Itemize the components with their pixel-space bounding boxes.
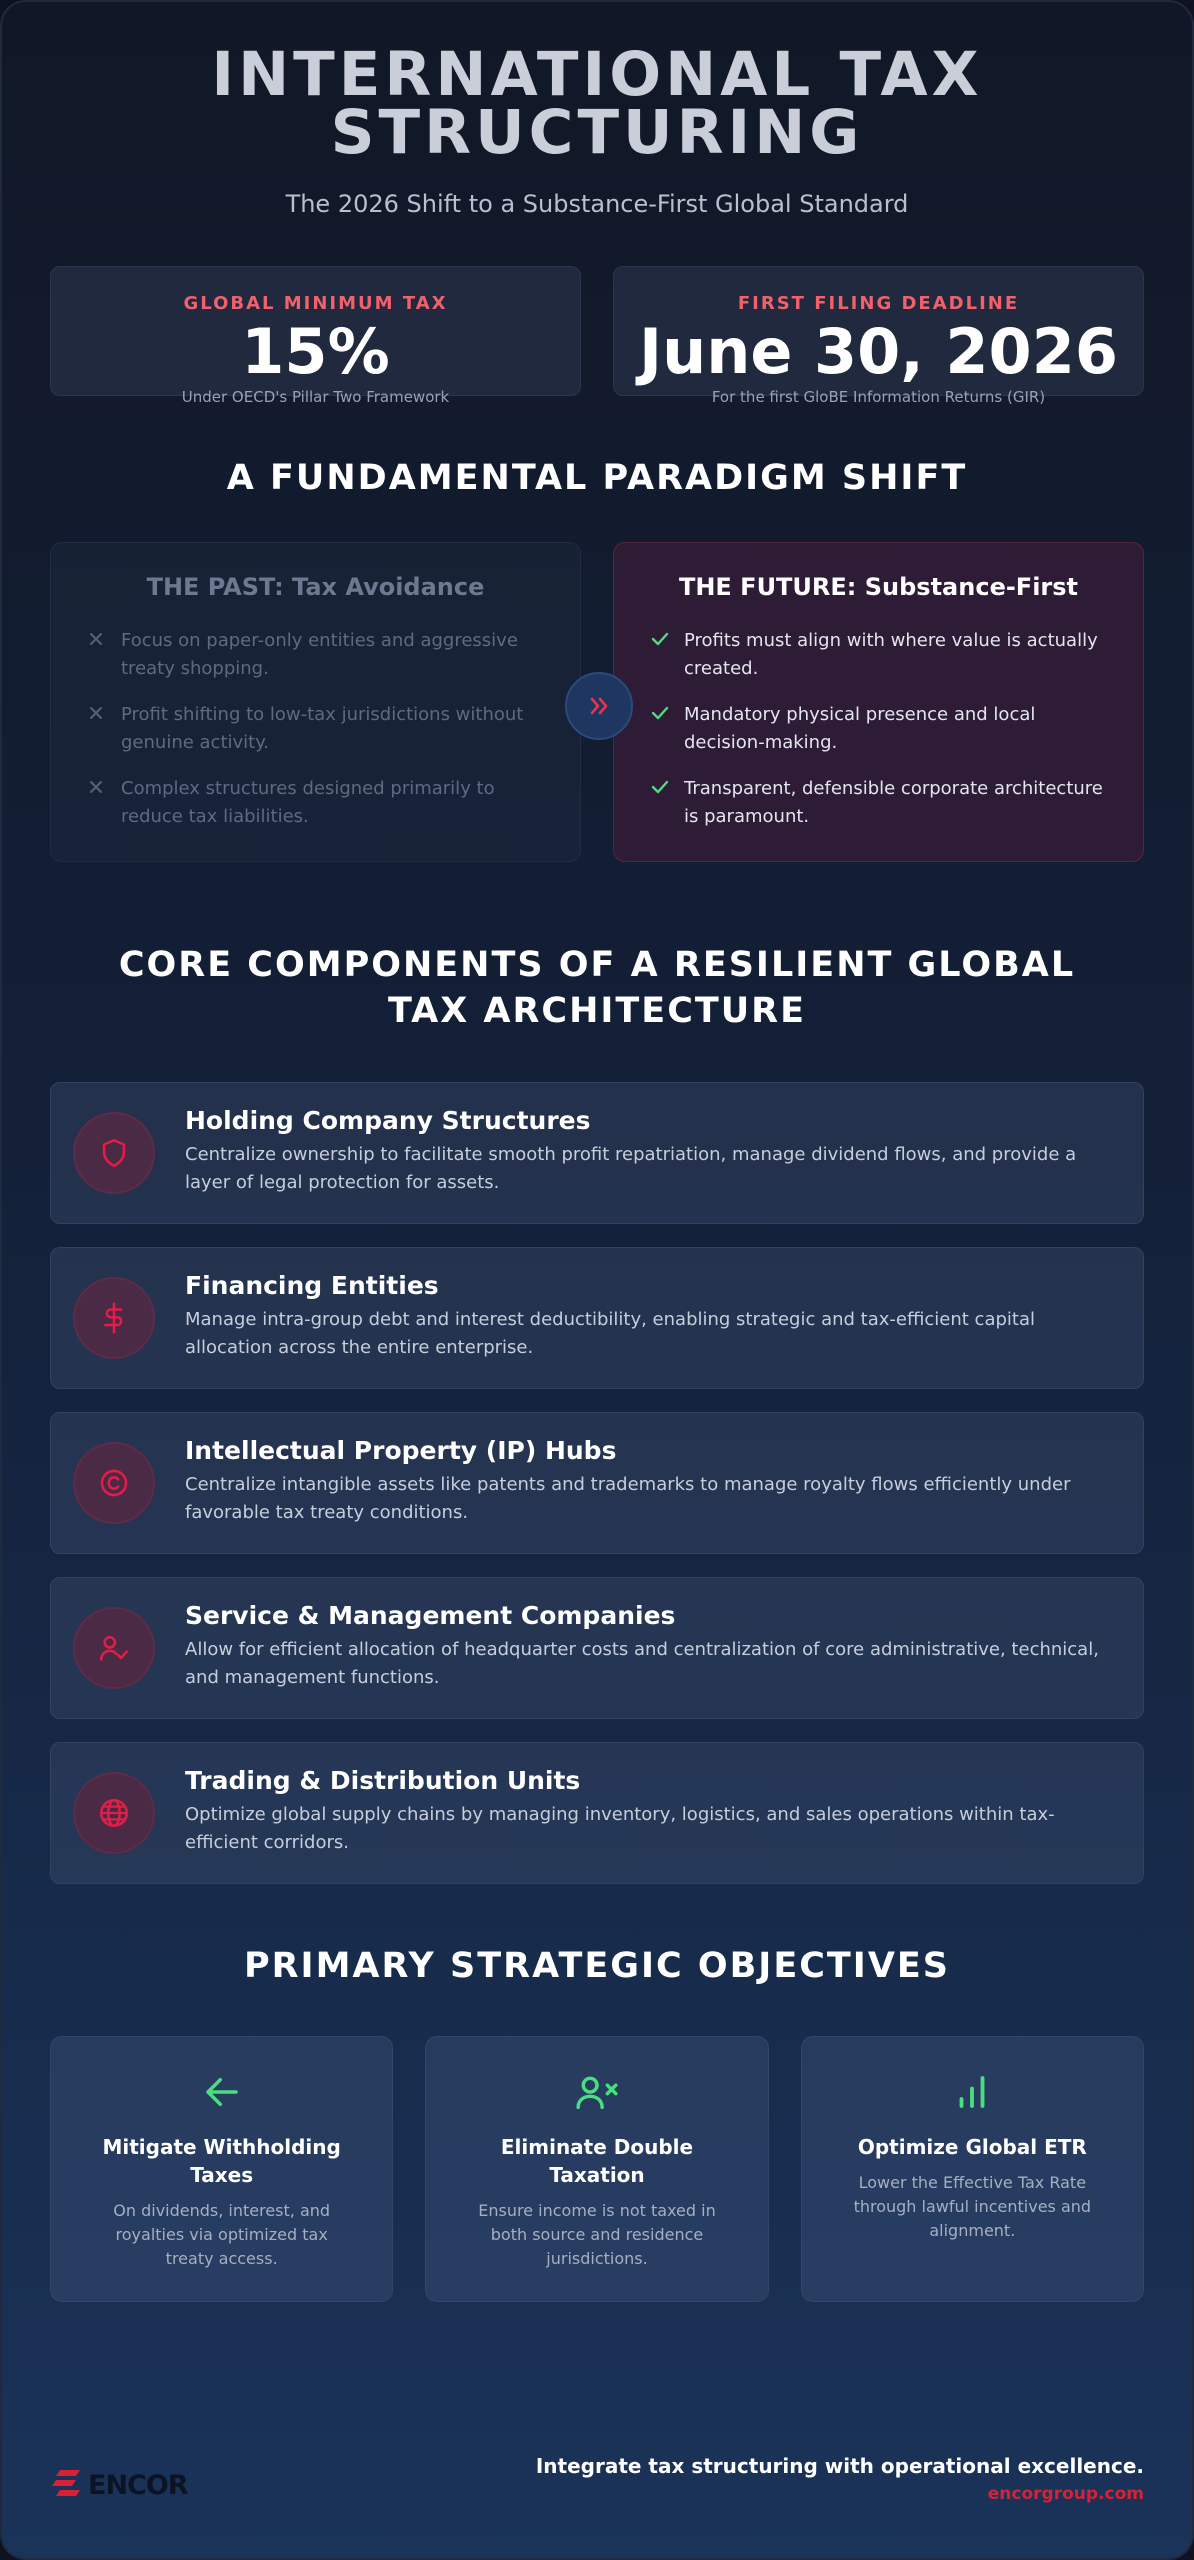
objectives-title: PRIMARY STRATEGIC OBJECTIVES: [243, 1946, 951, 1986]
list-item: [87, 775, 544, 831]
globe-icon: [73, 1772, 155, 1854]
footer-tagline: Integrate tax structuring with operational excellence.: [535, 2454, 1144, 2478]
page-title: INTERNATIONAL TAX STRUCTURING: [211, 39, 983, 168]
user-x-icon: [426, 2071, 767, 2119]
encor-logo[interactable]: [50, 2468, 188, 2502]
objective-title: Mitigate Withholding Taxes: [102, 2135, 341, 2187]
component-card: [50, 1742, 1144, 1884]
objective-title: Optimize Global ETR: [857, 2135, 1087, 2159]
footer: [50, 2454, 1144, 2504]
copyright-icon: [73, 1442, 155, 1524]
page-subtitle: The 2026 Shift to a Substance-First Global Standard: [285, 190, 909, 218]
paradigm-comparison: [2, 542, 1192, 862]
x-icon: [87, 701, 121, 731]
list-item: [650, 627, 1107, 683]
list-item: [87, 701, 544, 757]
future-item-text: Profits must align with where value is actually created.: [684, 630, 1098, 679]
check-icon: [650, 775, 684, 805]
component-card: [50, 1247, 1144, 1389]
list-item: [650, 701, 1107, 757]
objective-description: On dividends, interest, and royalties via optimized tax treaty access.: [113, 2201, 331, 2268]
objective-description: Ensure income is not taxed in both source and residence jurisdictions.: [478, 2201, 716, 2268]
key-stats: [2, 266, 1192, 406]
stat-note: For the first GloBE Information Returns (GIR): [711, 388, 1046, 406]
objective-card: [801, 2036, 1144, 2302]
component-card: [50, 1082, 1144, 1224]
list-item: [650, 775, 1107, 831]
stat-card-filing-deadline: [613, 266, 1144, 406]
encor-logo-mark: [50, 2468, 84, 2502]
objective-title: Eliminate Double Taxation: [500, 2135, 694, 2187]
objective-card: [425, 2036, 768, 2302]
past-item-text: Complex structures designed primarily to reduce tax liabilities.: [121, 778, 495, 827]
logo-wordmark: ENCOR: [88, 2469, 188, 2501]
strategic-objectives: [2, 2036, 1192, 2302]
hero: [2, 2, 1192, 218]
future-panel: [613, 542, 1144, 862]
future-heading: THE FUTURE: Substance-First: [678, 573, 1079, 601]
component-title: Financing Entities: [185, 1271, 439, 1300]
x-icon: [87, 775, 121, 805]
dollar-icon: [73, 1277, 155, 1359]
component-title: Service & Management Companies: [185, 1601, 676, 1630]
past-item-text: Focus on paper-only entities and aggressive treaty shopping.: [121, 630, 518, 679]
future-item-text: Mandatory physical presence and local decision-making.: [684, 704, 1036, 753]
component-description: Centralize intangible assets like patents and trademarks to manage royalty flows efficiently under favorable tax treaty conditions.: [185, 1474, 1071, 1523]
component-title: Intellectual Property (IP) Hubs: [185, 1436, 617, 1465]
component-card: [50, 1577, 1144, 1719]
arrow-left-icon: [51, 2071, 392, 2119]
stat-value: June 30, 2026: [639, 315, 1118, 388]
objective-description: Lower the Effective Tax Rate through lawful incentives and alignment.: [853, 2173, 1092, 2240]
component-description: Manage intra-group debt and interest deductibility, enabling strategic and tax-efficient capital allocation across the entire enterprise.: [185, 1309, 1035, 1358]
component-description: Optimize global supply chains by managing inventory, logistics, and sales operations within tax-efficient corridors.: [185, 1804, 1055, 1853]
component-description: Allow for efficient allocation of headquarter costs and centralization of core administrative, technical, and management functions.: [185, 1639, 1099, 1688]
component-title: Holding Company Structures: [185, 1106, 591, 1135]
list-item: [87, 627, 544, 683]
website-link[interactable]: encorgroup.com: [987, 2484, 1144, 2504]
stat-label: GLOBAL MINIMUM TAX: [183, 293, 448, 314]
stat-note: Under OECD's Pillar Two Framework: [181, 388, 450, 406]
x-icon: [87, 627, 121, 657]
component-description: Centralize ownership to facilitate smooth profit repatriation, manage dividend flows, and provide a layer of legal protection for assets.: [185, 1144, 1077, 1193]
objective-card: [50, 2036, 393, 2302]
chevrons-right-icon: [565, 672, 633, 740]
core-components-title: CORE COMPONENTS OF A RESILIENT GLOBAL TAX ARCHITECTURE: [118, 945, 1076, 1031]
past-item-text: Profit shifting to low-tax jurisdictions without genuine activity.: [121, 704, 524, 753]
past-heading: THE PAST: Tax Avoidance: [146, 573, 485, 601]
past-panel: [50, 542, 581, 862]
paradigm-shift-title: A FUNDAMENTAL PARADIGM SHIFT: [226, 458, 968, 498]
check-icon: [650, 701, 684, 731]
future-item-text: Transparent, defensible corporate architecture is paramount.: [684, 778, 1103, 827]
check-icon: [650, 627, 684, 657]
user-check-icon: [73, 1607, 155, 1689]
component-title: Trading & Distribution Units: [185, 1766, 581, 1795]
bar-chart-icon: [802, 2071, 1143, 2119]
stat-label: FIRST FILING DEADLINE: [737, 293, 1020, 314]
stat-value: 15%: [241, 315, 390, 388]
shield-icon: [73, 1112, 155, 1194]
component-card: [50, 1412, 1144, 1554]
stat-card-minimum-tax: [50, 266, 581, 406]
core-components: [2, 1082, 1192, 1884]
